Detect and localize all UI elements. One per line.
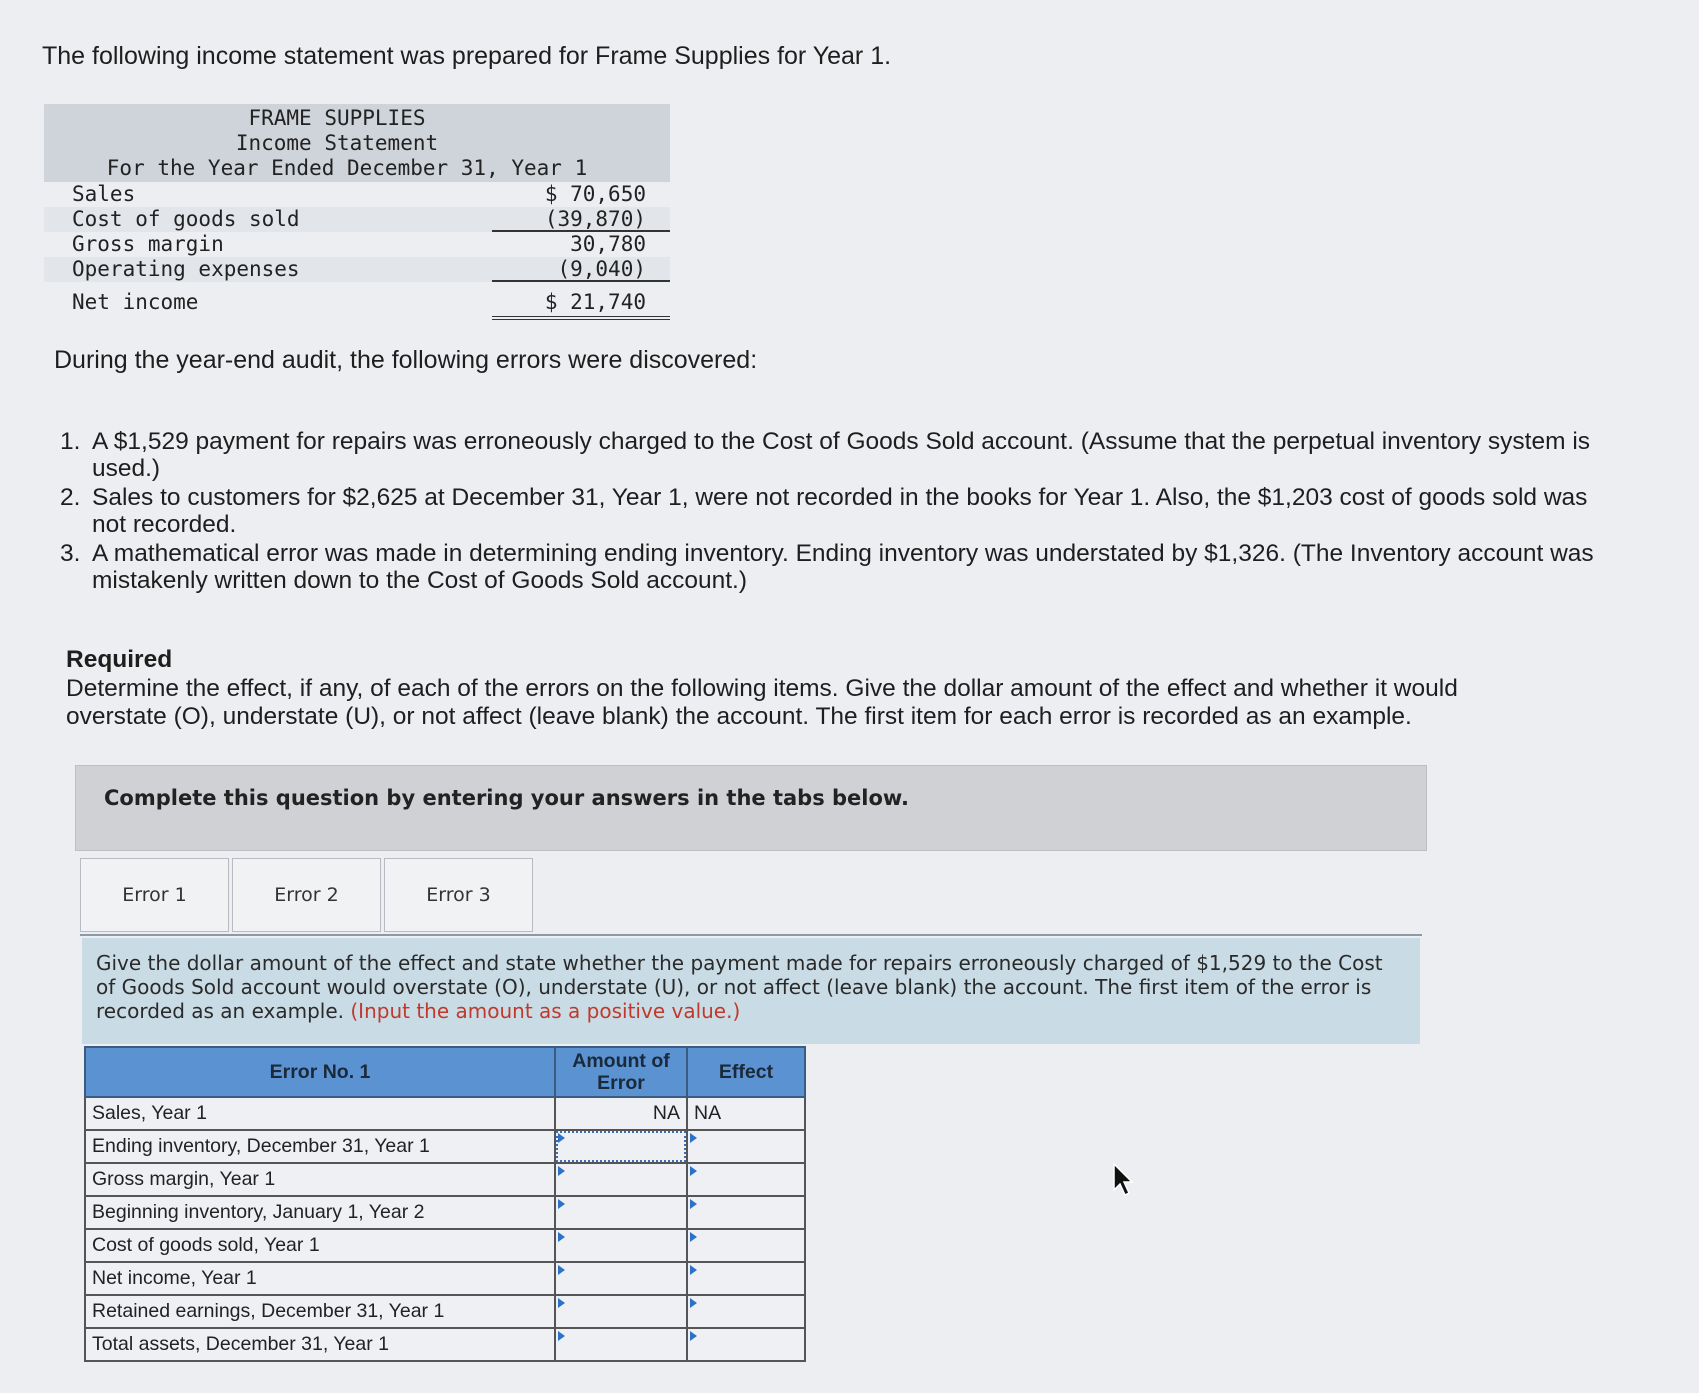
- mouse-pointer-icon: [1112, 1162, 1136, 1198]
- tab-error-3[interactable]: Error 3: [384, 858, 533, 932]
- row-label: Net income: [72, 290, 199, 314]
- panel-text: Give the dollar amount of the effect and state whether the payment made for repairs erroneously charged of $1,529 to the Cost of Goods Sold account would overstate (O), understate (U), or not affect (leave blank) the account. The first item of the error is recorded as an example.: [96, 951, 1383, 1023]
- error-list: [60, 428, 1600, 596]
- table-row: [85, 1295, 805, 1328]
- header-amount: Amount of Error: [555, 1047, 687, 1097]
- row-label: Beginning inventory, January 1, Year 2: [85, 1196, 555, 1229]
- amount-input[interactable]: [555, 1130, 687, 1163]
- row-label: Ending inventory, December 31, Year 1: [85, 1130, 555, 1163]
- statement-header: [44, 104, 670, 182]
- required-text: Determine the effect, if any, of each of the errors on the following items. Give the dollar amount of the effect and whether it would overstate (O), understate (U), or not affect (leave blank) the account. The first item for each error is recorded as an example.: [66, 675, 1458, 730]
- effect-input[interactable]: [687, 1130, 805, 1163]
- effect-input[interactable]: [687, 1262, 805, 1295]
- answer-table: [84, 1046, 806, 1362]
- required-heading: Required: [66, 646, 173, 673]
- statement-period: For the Year Ended December 31, Year 1: [106, 156, 588, 180]
- list-number: 1.: [60, 428, 81, 455]
- statement-title: Income Statement: [235, 131, 439, 155]
- instruction-box: [75, 765, 1427, 851]
- list-item: [60, 428, 1600, 482]
- income-statement: [44, 104, 670, 320]
- table-row: [85, 1130, 805, 1163]
- table-row: [85, 1163, 805, 1196]
- amount-input[interactable]: [555, 1328, 687, 1361]
- tab-divider: [80, 934, 1422, 936]
- list-text: A $1,529 payment for repairs was erroneously charged to the Cost of Goods Sold account. (Assume that the perpetual inventory system is used.): [92, 428, 1591, 482]
- statement-company: FRAME SUPPLIES: [248, 106, 426, 130]
- list-text: Sales to customers for $2,625 at December 31, Year 1, were not recorded in the books for Year 1. Also, the $1,203 cost of goods sold was not recorded.: [92, 484, 1588, 538]
- row-amount: $ 70,650: [544, 182, 646, 206]
- table-header-row: [85, 1047, 805, 1097]
- instruction-text: Complete this question by entering your answers in the tabs below.: [104, 786, 909, 810]
- statement-row-net-income: [44, 290, 670, 320]
- amount-input[interactable]: [555, 1262, 687, 1295]
- row-label: Cost of goods sold: [72, 207, 300, 231]
- table-row: [85, 1328, 805, 1361]
- tab-bar: [80, 858, 536, 934]
- table-row: [85, 1229, 805, 1262]
- statement-row: [44, 257, 670, 282]
- row-label: Gross margin: [72, 232, 224, 256]
- tab-error-1[interactable]: Error 1: [80, 858, 229, 932]
- list-item: [60, 540, 1600, 594]
- tab-instruction-panel: [82, 938, 1420, 1044]
- effect-input[interactable]: [687, 1163, 805, 1196]
- header-effect: Effect: [687, 1047, 805, 1097]
- effect-cell: NA: [687, 1097, 805, 1130]
- row-label: Operating expenses: [72, 257, 300, 281]
- table-row: [85, 1097, 805, 1130]
- row-amount: $ 21,740: [492, 290, 670, 320]
- list-text: A mathematical error was made in determining ending inventory. Ending inventory was understated by $1,326. (The Inventory account was mistakenly written down to the Cost of Goods Sold account.): [92, 540, 1594, 594]
- amount-input[interactable]: [555, 1196, 687, 1229]
- table-row: [85, 1262, 805, 1295]
- panel-hint: (Input the amount as a positive value.): [350, 999, 741, 1023]
- row-label: Sales, Year 1: [85, 1097, 555, 1130]
- amount-input[interactable]: [555, 1229, 687, 1262]
- amount-input[interactable]: [555, 1163, 687, 1196]
- row-label: Sales: [72, 182, 136, 206]
- tab-error-2[interactable]: Error 2: [232, 858, 381, 932]
- row-amount: (9,040): [492, 257, 670, 282]
- table-row: [85, 1196, 805, 1229]
- row-label: Gross margin, Year 1: [85, 1163, 555, 1196]
- list-item: [60, 484, 1600, 538]
- audit-text: During the year-end audit, the following errors were discovered:: [54, 346, 758, 374]
- row-label: Retained earnings, December 31, Year 1: [85, 1295, 555, 1328]
- statement-row: [44, 207, 670, 232]
- header-error-no: Error No. 1: [85, 1047, 555, 1097]
- statement-row: [44, 182, 670, 207]
- amount-cell: NA: [555, 1097, 687, 1130]
- intro-text: The following income statement was prepared for Frame Supplies for Year 1.: [42, 42, 892, 70]
- row-label: Net income, Year 1: [85, 1262, 555, 1295]
- effect-input[interactable]: [687, 1229, 805, 1262]
- row-label: Cost of goods sold, Year 1: [85, 1229, 555, 1262]
- effect-input[interactable]: [687, 1196, 805, 1229]
- statement-row: [44, 232, 670, 257]
- row-amount: 30,780: [570, 232, 646, 256]
- amount-input[interactable]: [555, 1295, 687, 1328]
- list-number: 2.: [60, 484, 81, 511]
- required-section: [66, 646, 1526, 731]
- effect-input[interactable]: [687, 1328, 805, 1361]
- row-amount: (39,870): [492, 207, 670, 232]
- list-number: 3.: [60, 540, 81, 567]
- effect-input[interactable]: [687, 1295, 805, 1328]
- row-label: Total assets, December 31, Year 1: [85, 1328, 555, 1361]
